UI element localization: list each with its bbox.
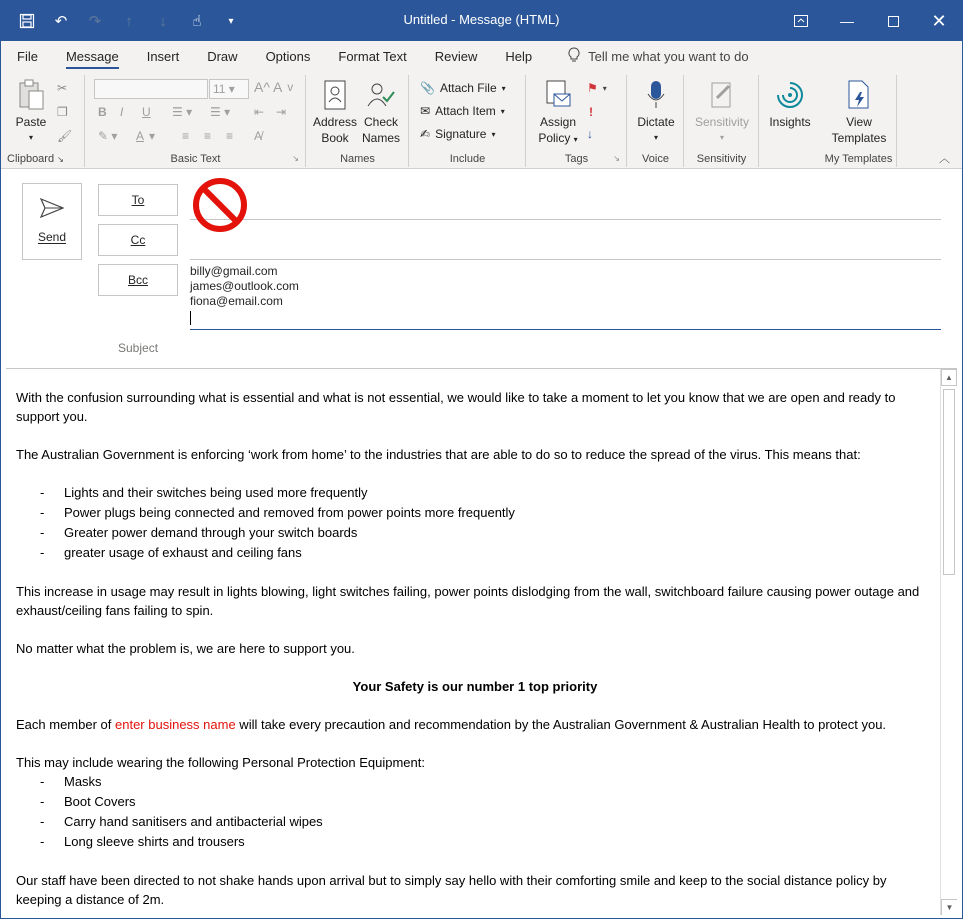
insights-button[interactable]: Insights [764,79,816,130]
ribbon-display-options-icon[interactable] [778,1,824,41]
send-icon [23,198,81,224]
tab-draw[interactable]: Draw [207,49,238,64]
dialog-launcher-icon[interactable]: ↘ [613,154,620,163]
ppe-list [16,772,934,852]
tab-help[interactable]: Help [505,49,533,64]
underline-icon[interactable]: U [142,105,151,119]
down-arrow-icon[interactable]: ↓ [159,12,167,30]
body-heading: Your Safety is our number 1 top priority [352,679,598,694]
close-icon[interactable]: ✕ [931,10,947,31]
group-sensitivity [685,75,759,167]
tab-options[interactable]: Options [265,49,311,64]
maximize-icon[interactable] [870,1,916,41]
attach-item-button[interactable]: ✉ Attach Item ▾ [420,104,505,118]
undo-icon[interactable]: ↶ [54,13,68,30]
affected-items-list [16,483,934,563]
clear-formatting-icon[interactable]: A̸ [254,129,263,143]
group-voice [628,75,684,167]
lightbulb-icon [568,47,580,66]
customize-qat-icon[interactable]: ▾ [228,15,234,27]
group-clipboard [1,75,85,167]
bold-icon[interactable]: B [98,105,107,119]
group-label-names: Names [340,153,375,165]
cut-icon[interactable]: ✂ [57,81,68,95]
grow-font-icon[interactable]: A^ A v [254,79,294,95]
scrollbar-thumb[interactable] [943,389,955,575]
body-paragraph: With the confusion surrounding what is essential and what is not essential, we would like to take a moment to let you know that we are open and ready to support you. [16,390,896,424]
check-names-button[interactable]: Check Names [357,79,405,146]
numbering-icon[interactable]: ☰ ▾ [210,105,231,119]
touch-mode-icon[interactable]: ☝ [192,13,202,30]
cc-button[interactable]: Cc [98,224,178,256]
group-include [410,75,526,167]
group-my-templates [821,75,897,167]
assign-policy-button[interactable]: Assign Policy ▾ [533,79,583,148]
dictate-button[interactable]: Dictate ▾ [630,79,682,146]
align-left-icon[interactable]: ≡ [182,129,190,143]
font-name-combo[interactable] [94,79,208,99]
scroll-down-icon[interactable]: ▼ [941,899,957,915]
group-basic-text [86,75,306,167]
list-item: - Power plugs being connected and removed from power points more frequently [16,503,934,523]
no-entry-icon [192,177,248,233]
group-label-basic-text: Basic Text [170,153,221,165]
tab-format-text[interactable]: Format Text [338,49,407,64]
tab-insert[interactable]: Insert [146,49,180,64]
address-book-icon [319,79,351,111]
paste-icon [15,79,47,111]
align-center-icon[interactable]: ≡ [204,129,212,143]
subject-field[interactable] [190,336,941,360]
increase-indent-icon[interactable]: ⇥ [276,105,287,119]
list-item: - Long sleeve shirts and trousers [16,832,934,852]
group-tags [527,75,627,167]
tab-message[interactable]: Message [52,41,133,71]
group-insights [760,75,820,167]
list-item: - Masks [16,772,934,792]
group-label-tags: Tags [564,153,589,165]
body-paragraph: Our staff have been directed to not shake hands upon arrival but to simply say hello with their comforting smile and keep to the social distance policy by keeping a distance of 2m. [16,873,887,907]
sensitivity-button[interactable]: Sensitivity ▾ [689,79,755,146]
up-arrow-icon[interactable]: ↑ [125,12,133,30]
body-paragraph: This increase in usage may result in lights blowing, light switches failing, power points dislodging from the wall, switchboard failure causing power outage and exhaust/ceiling fans failing to spin. [16,584,920,618]
business-name-placeholder: enter business name [115,717,236,732]
font-size-combo[interactable]: 11 ▾ [209,79,249,99]
bcc-field[interactable] [190,264,941,330]
align-right-icon[interactable]: ≡ [226,129,234,143]
list-item: - Greater power demand through your switch boards [16,523,934,543]
send-button[interactable]: Send [22,183,82,260]
message-header [6,170,957,366]
bullets-icon[interactable]: ☰ ▾ [172,105,193,119]
ribbon [1,71,962,169]
paste-button[interactable]: Paste ▾ [11,79,51,146]
paste-dropdown-icon[interactable]: ▾ [28,133,33,142]
italic-icon[interactable]: I [120,105,124,119]
cc-field[interactable] [190,224,941,260]
list-item: - Boot Covers [16,792,934,812]
group-label-voice: Voice [642,153,669,165]
body-paragraph: This may include wearing the following Personal Protection Equipment: [16,755,425,770]
redo-icon[interactable]: ↷ [88,13,102,30]
attach-item-icon: ✉ [420,104,431,118]
tell-me-search[interactable] [568,47,748,66]
to-button[interactable]: To [98,184,178,216]
group-label-sensitivity: Sensitivity [696,153,747,165]
font-color-icon[interactable]: A ▾ [136,129,156,143]
group-label-clipboard: Clipboard ↘ [7,153,64,165]
message-body-text [16,388,934,915]
tab-review[interactable]: Review [434,49,478,64]
minimize-icon[interactable]: — [840,13,854,29]
signature-icon: ✍ [420,127,431,141]
view-templates-button[interactable]: View Templates [827,79,891,146]
check-names-icon [365,79,397,111]
low-importance-icon[interactable]: ↓ [587,127,593,141]
ribbon-tabs [1,41,962,71]
signature-button[interactable]: ✍ Signature ▾ [420,127,496,141]
text-caret [190,311,191,325]
microphone-icon [640,79,672,111]
paperclip-icon: 📎 [420,81,435,95]
bcc-recipient: fiona@email.com [190,294,283,308]
tab-file[interactable]: File [17,49,38,64]
to-field[interactable] [190,184,941,220]
vertical-scrollbar[interactable] [940,369,957,915]
window-controls [778,1,962,41]
collapse-ribbon-icon[interactable]: ︿ [939,153,950,165]
dialog-launcher-icon: ↘ [57,155,64,164]
copy-icon[interactable]: ❐ [57,105,68,119]
sensitivity-icon [706,79,738,111]
title-bar [1,1,962,41]
group-label-my-templates: My Templates [824,153,893,165]
tell-me-text: Tell me what you want to do [588,48,749,64]
scroll-up-icon[interactable]: ▲ [941,369,957,386]
bcc-button[interactable]: Bcc [98,264,178,296]
address-book-button[interactable]: Address Book [311,79,359,146]
bcc-recipient: billy@gmail.com [190,264,278,278]
window-title: Untitled - Message (HTML) [403,12,560,27]
insights-icon [774,79,806,111]
body-paragraph: No matter what the problem is, we are here to support you. [16,641,355,656]
view-templates-icon [843,79,875,111]
list-item: - greater usage of exhaust and ceiling fans [16,543,934,563]
assign-policy-icon [542,79,574,111]
bcc-recipients [190,264,299,329]
bcc-recipient: james@outlook.com [190,279,299,293]
group-label-include: Include [449,153,486,165]
attach-file-button[interactable]: 📎 Attach File ▾ [420,81,506,95]
list-item: - Carry hand sanitisers and antibacterial wipes [16,812,934,832]
highlight-icon[interactable]: ✎ ▾ [98,129,118,143]
follow-up-flag-icon[interactable]: ⚑ ▾ [587,81,607,95]
format-painter-icon[interactable]: 🖌 [57,129,73,143]
dialog-launcher-icon[interactable]: ↘ [292,154,299,163]
group-names [307,75,409,167]
body-paragraph: The Australian Government is enforcing ‘work from home’ to the industries that are able to do so to reduce the spread of the virus. This means that: [16,447,861,462]
subject-label: Subject [118,341,159,355]
high-importance-icon[interactable]: ! [589,105,593,119]
list-item: - Lights and their switches being used more frequently [16,483,934,503]
decrease-indent-icon[interactable]: ⇤ [254,105,265,119]
body-paragraph: Each member of enter business name will take every precaution and recommendation by the Australian Government & Australian Health to protect you. [16,717,887,732]
message-body[interactable] [6,368,957,915]
